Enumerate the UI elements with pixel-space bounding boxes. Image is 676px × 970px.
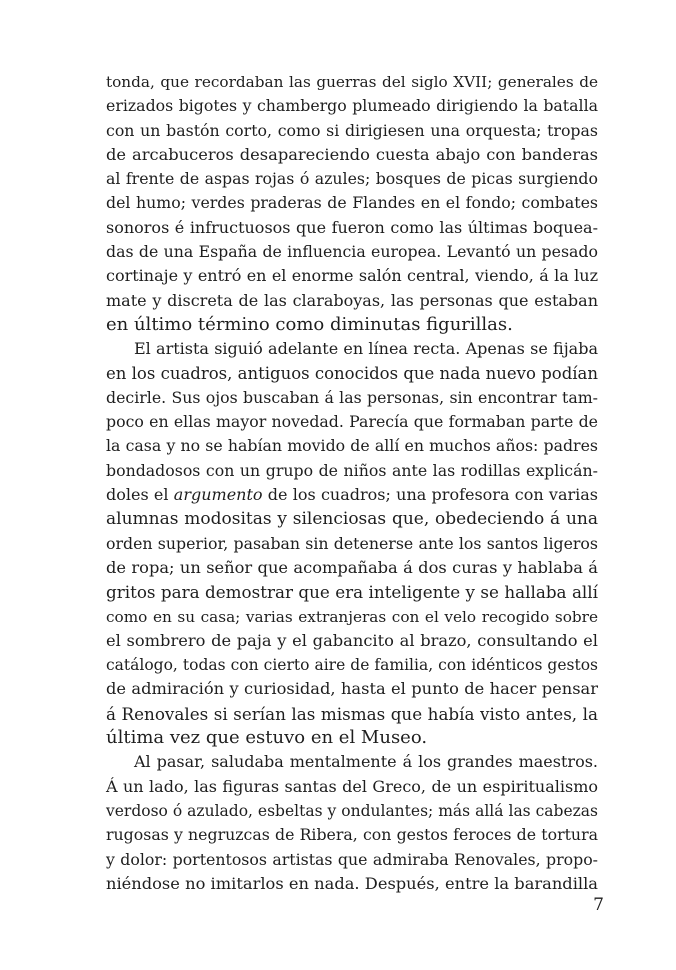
text-line: y dolor: portentosos artistas que admiraba Renovales, propo-: [106, 849, 598, 869]
text-line: verdoso ó azulado, esbeltas y ondulantes; más allá las cabezas: [106, 801, 598, 820]
text-line: rugosas y negruzcas de Ribera, con gestos feroces de tortura: [106, 825, 598, 845]
paragraph-2: [106, 337, 598, 750]
text-line: última vez que estuvo en el Museo.: [106, 727, 428, 749]
text-line: erizados bigotes y chambergo plumeado dirigiendo la batalla: [106, 96, 598, 116]
text-line: en los cuadros, antiguos conocidos que nada nuevo podían: [106, 363, 598, 383]
text-line: en último término como diminutas figurillas.: [106, 313, 513, 335]
italic-word: argumento: [173, 485, 263, 505]
text-line: con un bastón corto, como si dirigiesen una orquesta; tropas: [106, 120, 598, 140]
text-line: cortinaje y entró en el enorme salón central, viendo, á la luz: [106, 266, 598, 286]
text-line: como en su casa; varias extranjeras con el velo recogido sobre: [106, 607, 598, 626]
book-page-text: [106, 70, 598, 896]
text-line: del humo; verdes praderas de Flandes en el fondo; combates: [106, 193, 598, 213]
text-line: catálogo, todas con cierto aire de familia, con idénticos gestos: [106, 656, 598, 675]
text-line: El artista siguió adelante en línea recta. Apenas se fijaba: [134, 339, 598, 359]
text-line: tonda, que recordaban las guerras del siglo XVII; generales de: [106, 73, 598, 91]
text-line: orden superior, pasaban sin detenerse ante los santos ligeros: [106, 533, 598, 553]
text-line: bondadosos con un grupo de niños ante las rodillas explicán-: [106, 460, 598, 480]
text-line: mate y discreta de las claraboyas, las personas que estaban: [106, 290, 598, 310]
text-line: el sombrero de paja y el gabancito al brazo, consultando el: [106, 630, 598, 650]
text-line: la casa y no se habían movido de allí en muchos años: padres: [106, 436, 598, 456]
paragraph-1: [106, 70, 598, 337]
text-line: al frente de aspas rojas ó azules; bosques de picas surgiendo: [106, 169, 598, 189]
text-segment: de los cuadros; una profesora con varias: [262, 485, 598, 505]
text-line: poco en ellas mayor novedad. Parecía que formaban parte de: [106, 412, 598, 432]
text-segment: doles el: [106, 485, 174, 505]
text-line: de arcabuceros desapareciendo cuesta abajo con banderas: [106, 144, 598, 164]
text-line: gritos para demostrar que era inteligente y se hallaba allí: [106, 582, 598, 603]
text-line-with-italic: [106, 483, 598, 507]
text-line: alumnas modositas y silenciosas que, obedeciendo á una: [106, 509, 598, 530]
paragraph-3: [106, 750, 598, 896]
text-line: niéndose no imitarlos en nada. Después, entre la barandilla: [106, 873, 598, 893]
text-line: de admiración y curiosidad, hasta el punto de hacer pensar: [106, 679, 598, 699]
text-line: Á un lado, las figuras santas del Greco, de un espiritualismo: [106, 776, 598, 796]
text-line: á Renovales si serían las mismas que había visto antes, la: [106, 703, 598, 724]
text-line: Al pasar, saludaba mentalmente á los grandes maestros.: [134, 752, 598, 772]
page-number: 7: [593, 895, 604, 915]
text-line: das de una España de influencia europea. Levantó un pesado: [106, 242, 598, 262]
text-line: decirle. Sus ojos buscaban á las personas, sin encontrar tam-: [106, 387, 598, 407]
text-line: de ropa; un señor que acompañaba á dos curas y hablaba á: [106, 557, 598, 577]
text-line: sonoros é infructuosos que fueron como las últimas boquea-: [106, 217, 598, 237]
